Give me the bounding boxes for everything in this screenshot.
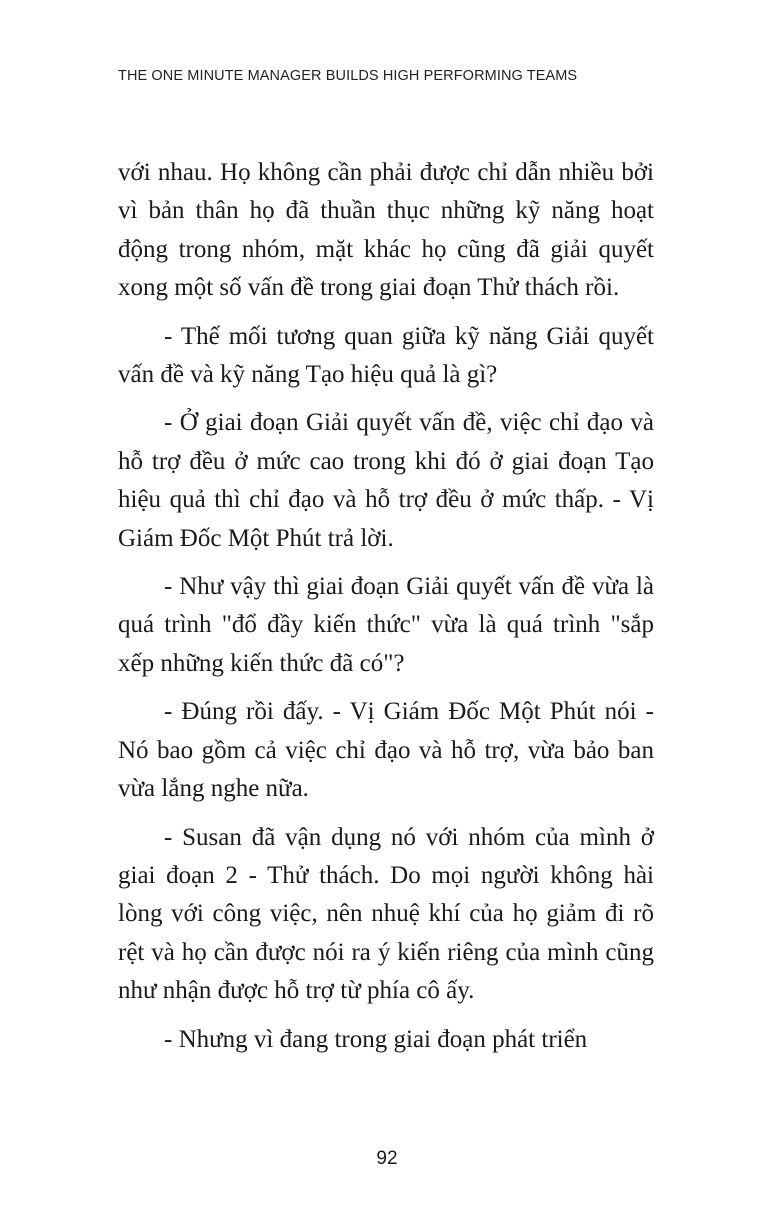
paragraph-susan: - Susan đã vận dụng nó với nhóm của mình ở giai đoạn 2 - Thử thách. Do mọi người không hài lòng với công việc, nên nhuệ khí của họ giảm đi rõ rệt và họ cần được nói ra ý kiến riêng của mình cũng như nhận được hỗ trợ từ phía cô ấy.	[118, 823, 654, 1005]
paragraph-development: - Nhưng vì đang trong giai đoạn phát triển	[164, 1025, 588, 1053]
paragraph-answer-stages: - Ở giai đoạn Giải quyết vấn đề, việc chỉ đạo và hỗ trợ đều ở mức cao trong khi đó ở giai đoạn Tạo hiệu quả thì chỉ đạo và hỗ trợ đều ở mức thấp. - Vị Giám Đốc Một Phút trả lời.	[118, 409, 654, 552]
paragraph-question-knowledge: - Như vậy thì giai đoạn Giải quyết vấn đề vừa là quá trình "đổ đầy kiến thức" vừa là quá trình "sắp xếp những kiến thức đã có"?	[118, 573, 654, 677]
running-header: THE ONE MINUTE MANAGER BUILDS HIGH PERFORMING TEAMS	[118, 68, 578, 84]
paragraph-question-relationship: - Thế mối tương quan giữa kỹ năng Giải quyết vấn đề và kỹ năng Tạo hiệu quả là gì?	[118, 322, 654, 389]
body-text	[118, 154, 654, 1069]
page-number: 92	[376, 1148, 398, 1169]
paragraph-continuation: với nhau. Họ không cần phải được chỉ dẫn nhiều bởi vì bản thân họ đã thuần thục những kỹ năng hoạt động trong nhóm, mặt khác họ cũng đã giải quyết xong một số vấn đề trong giai đoạn Thử thách rồi.	[118, 159, 654, 302]
paragraph-answer-confirm: - Đúng rồi đấy. - Vị Giám Đốc Một Phút nói - Nó bao gồm cả việc chỉ đạo và hỗ trợ, vừa bảo ban vừa lắng nghe nữa.	[118, 698, 654, 803]
